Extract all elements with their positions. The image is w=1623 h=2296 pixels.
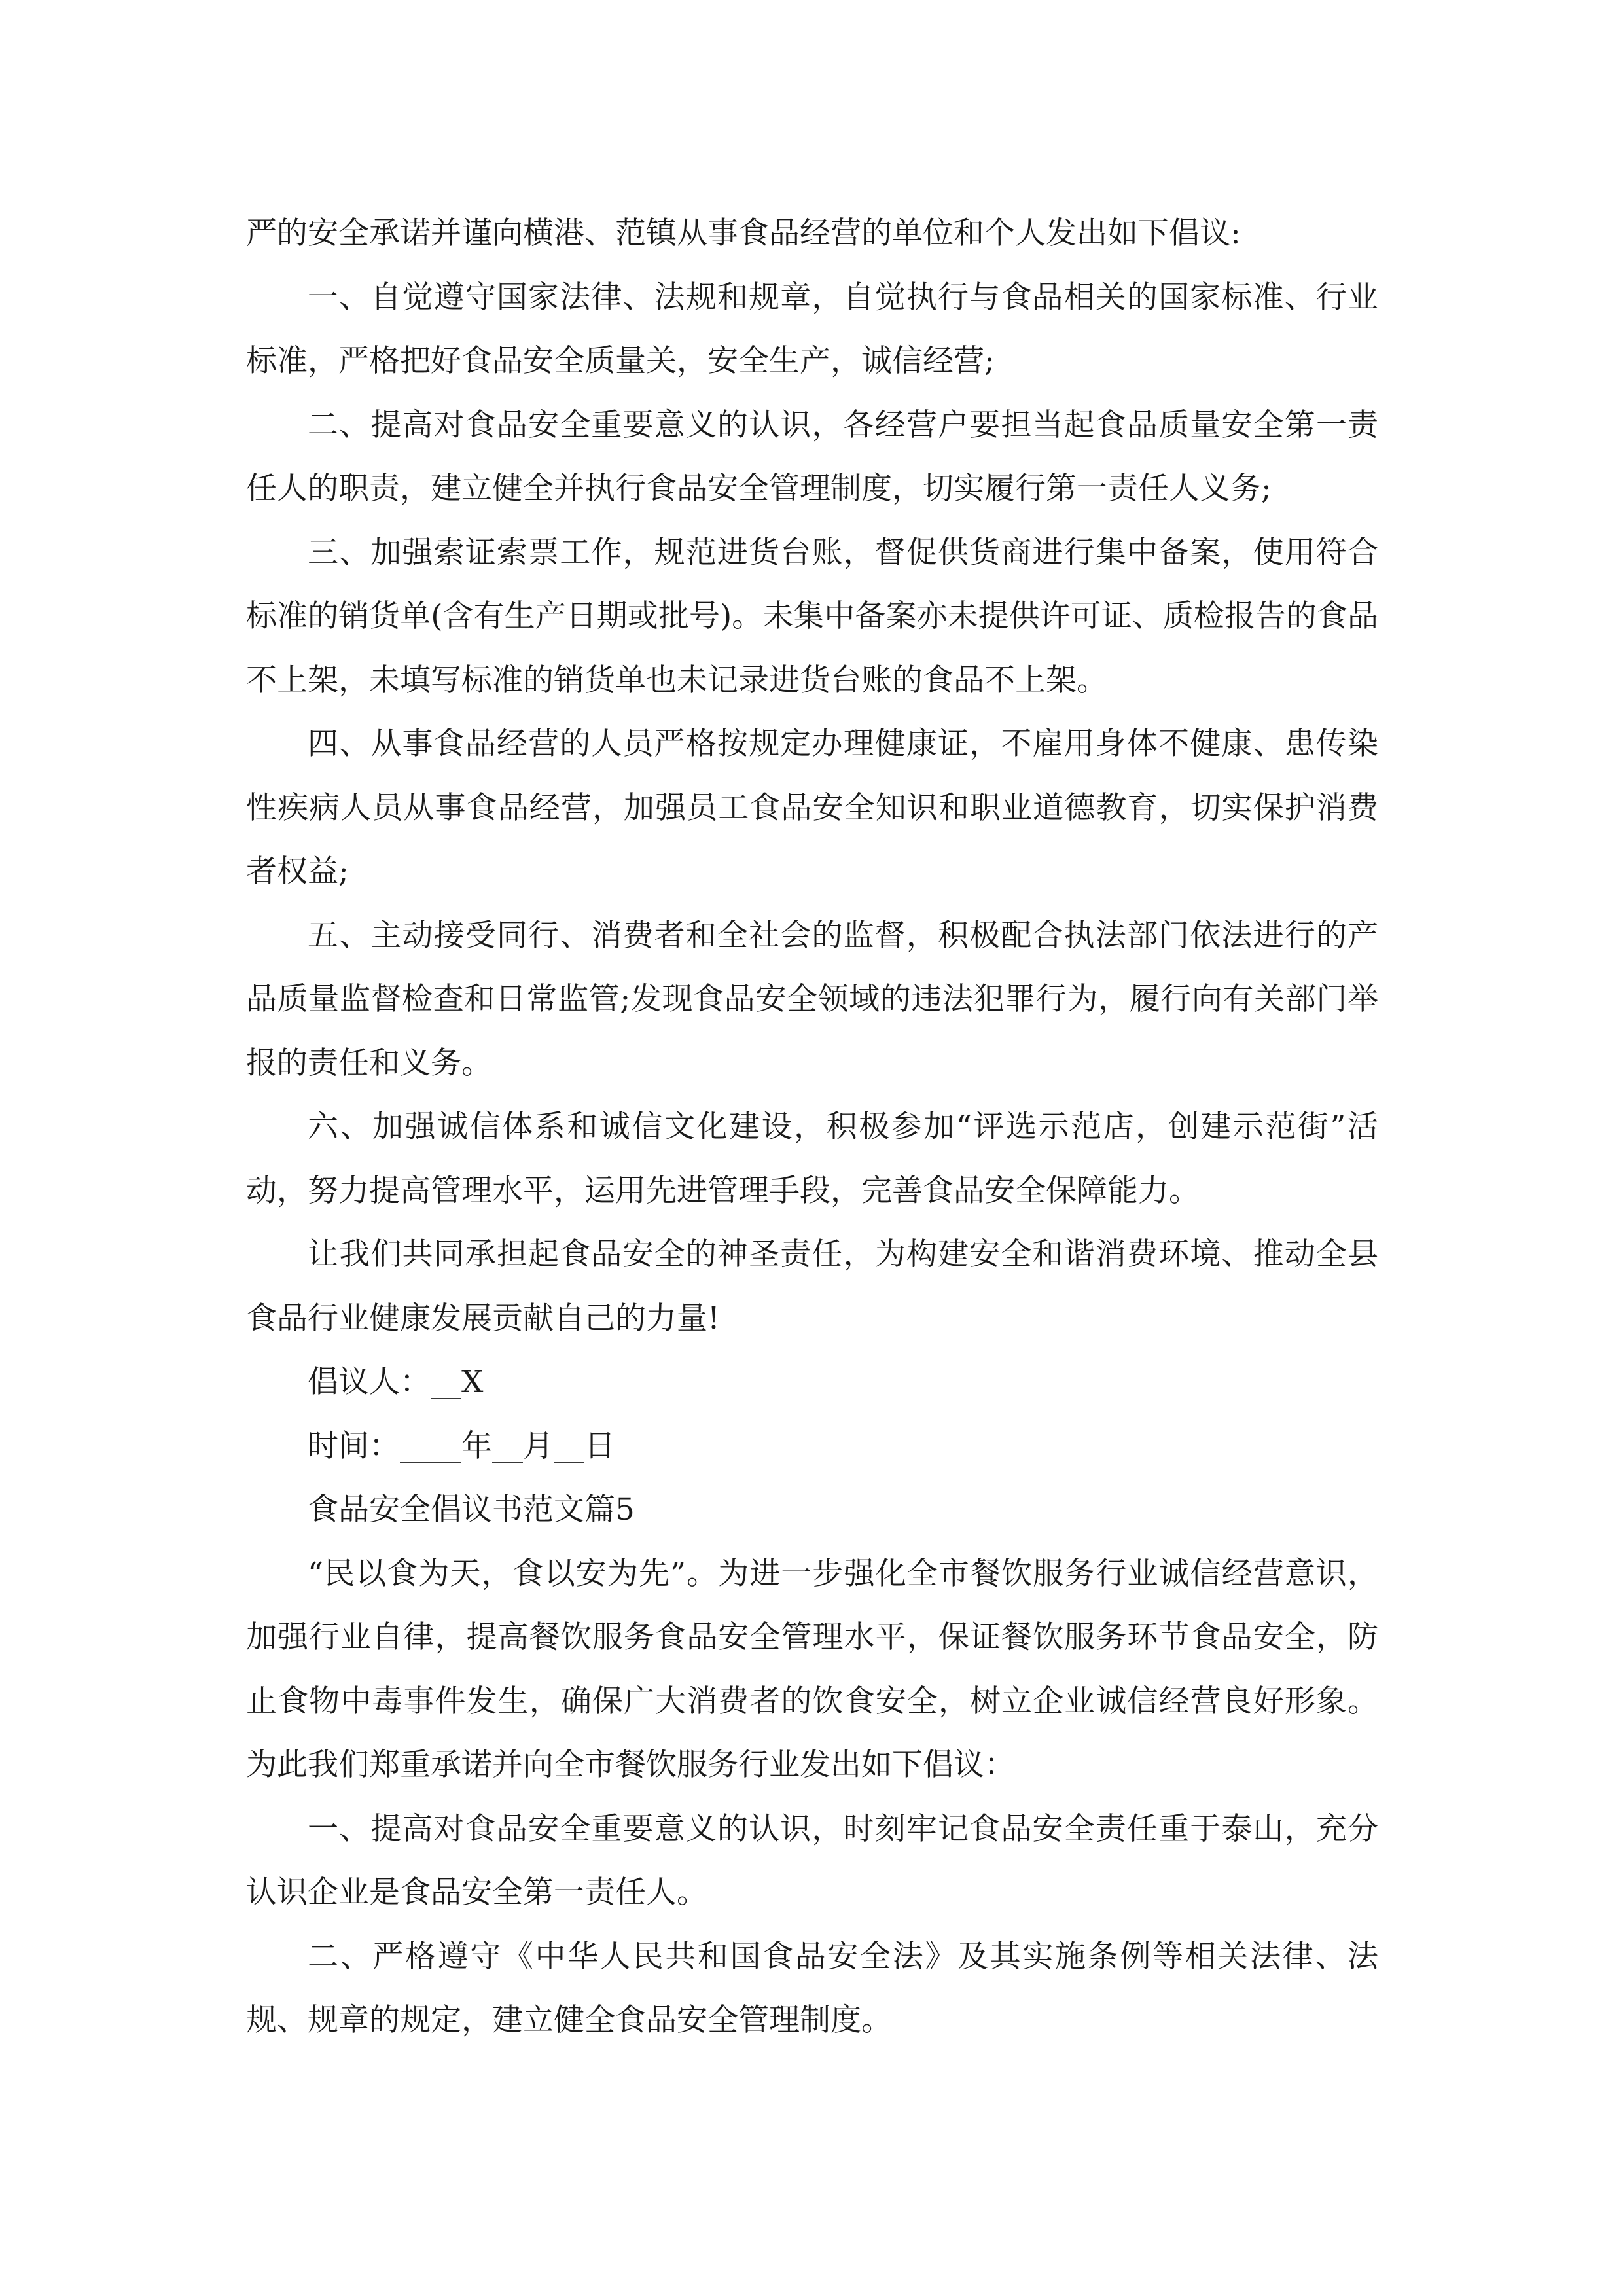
date-line: 时间：____年__月__日 — [308, 1427, 615, 1464]
paragraph-closing-call: 让我们共同承担起食品安全的神圣责任，为构建安全和谐消费环境、推动全县食品行业健康发展贡献自己的力量! — [246, 1236, 1378, 1336]
paragraph-item-3: 三、加强索证索票工作，规范进货台账，督促供货商进行集中备案，使用符合标准的销货单(含有生产日期或批号)。未集中备案亦未提供许可证、质检报告的食品不上架，未填写标准的销货单也未记录进货台账的食品不上架。 — [246, 534, 1378, 698]
section-heading: 食品安全倡议书范文篇5 — [308, 1492, 635, 1528]
signature-line: 倡议人：__X — [308, 1364, 484, 1400]
paragraph-item-6: 六、加强诚信体系和诚信文化建设，积极参加“评选示范店，创建示范街”活动，努力提高管理水平，运用先进管理手段，完善食品安全保障能力。 — [246, 1109, 1378, 1209]
paragraph-intro-continuation: 严的安全承诺并谨向横港、范镇从事食品经营的单位和个人发出如下倡议: — [246, 215, 1241, 251]
paragraph-item-5: 五、主动接受同行、消费者和全社会的监督，积极配合执法部门依法进行的产品质量监督检查和日常监管;发现食品安全领域的违法犯罪行为，履行向有关部门举报的责任和义务。 — [246, 917, 1378, 1081]
paragraph-section-item-1: 一、提高对食品安全重要意义的认识，时刻牢记食品安全责任重于泰山，充分认识企业是食品安全第一责任人。 — [246, 1810, 1378, 1910]
paragraph-section-intro: “民以食为天，食以安为先”。为进一步强化全市餐饮服务行业诚信经营意识，加强行业自律，提高餐饮服务食品安全管理水平，保证餐饮服务环节食品安全，防止食物中毒事件发生，确保广大消费者的饮食安全，树立企业诚信经营良好形象。为此我们郑重承诺并向全市餐饮服务行业发出如下倡议： — [246, 1555, 1378, 1783]
paragraph-item-4: 四、从事食品经营的人员严格按规定办理健康证，不雇用身体不健康、患传染性疾病人员从事食品经营，加强员工食品安全知识和职业道德教育，切实保护消费者权益; — [246, 726, 1378, 889]
paragraph-section-item-2: 二、严格遵守《中华人民共和国食品安全法》及其实施条例等相关法律、法规、规章的规定，建立健全食品安全管理制度。 — [246, 1938, 1378, 2038]
paragraph-item-2: 二、提高对食品安全重要意义的认识，各经营户要担当起食品质量安全第一责任人的职责，建立健全并执行食品安全管理制度，切实履行第一责任人义务; — [246, 406, 1378, 507]
paragraph-item-1: 一、自觉遵守国家法律、法规和规章，自觉执行与食品相关的国家标准、行业标准，严格把好食品安全质量关，安全生产，诚信经营; — [246, 279, 1378, 379]
document-body — [246, 202, 1378, 2053]
